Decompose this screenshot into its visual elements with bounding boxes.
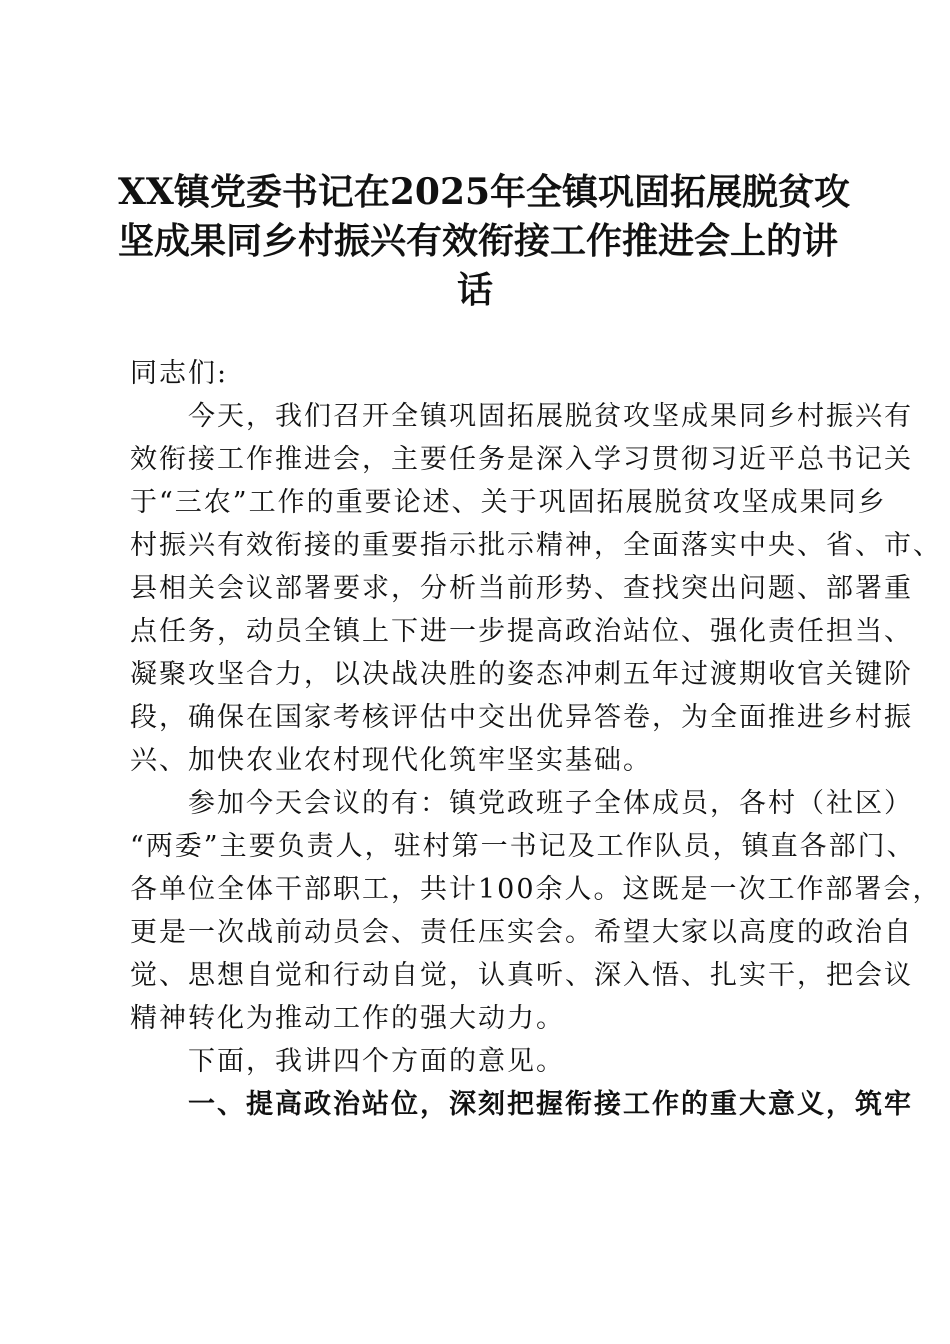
paragraph-1-line-2: 效衔接工作推进会，主要任务是深入学习贯彻习近平总书记关 (130, 444, 913, 475)
paragraph-1-line-1: 今天，我们召开全镇巩固拓展脱贫攻坚成果同乡村振兴有 (130, 401, 913, 432)
title-line-2: 坚成果同乡村振兴有效衔接工作推进会上的讲 (118, 220, 839, 262)
title-line-1: XX镇党委书记在2025年全镇巩固拓展脱贫攻 (118, 171, 851, 213)
paragraph-2-line-6: 精神转化为推动工作的强大动力。 (130, 1003, 565, 1034)
paragraph-1-line-9: 兴、加快农业农村现代化筑牢坚实基础。 (130, 745, 652, 776)
paragraph-2-line-4: 更是一次战前动员会、责任压实会。希望大家以高度的政治自 (130, 917, 913, 948)
salutation (130, 352, 850, 395)
document-title (118, 168, 851, 315)
paragraph-3-line-1: 下面，我讲四个方面的意见。 (130, 1046, 565, 1077)
paragraph-2-line-5: 觉、思想自觉和行动自觉，认真听、深入悟、扎实干，把会议 (130, 960, 913, 991)
title-line-3: 话 (456, 269, 493, 311)
section-heading-1 (130, 1083, 913, 1126)
salutation-line: 同志们: (130, 358, 229, 389)
paragraph-1-line-5: 县相关会议部署要求，分析当前形势、查找突出问题、部署重 (130, 573, 913, 604)
paragraph-1 (130, 395, 942, 782)
paragraph-2 (130, 782, 942, 1040)
paragraph-1-line-3: 于“三农”工作的重要论述、关于巩固拓展脱贫攻坚成果同乡 (130, 487, 887, 518)
section-heading-1-line: 一、提高政治站位，深刻把握衔接工作的重大意义，筑牢 (130, 1089, 913, 1120)
paragraph-1-line-7: 凝聚攻坚合力，以决战决胜的姿态冲刺五年过渡期收官关键阶 (130, 659, 913, 690)
paragraph-2-line-1: 参加今天会议的有：镇党政班子全体成员，各村（社区） (130, 788, 913, 819)
paragraph-3 (130, 1040, 850, 1083)
paragraph-1-line-4: 村振兴有效衔接的重要指示批示精神，全面落实中央、省、市、 (130, 530, 942, 561)
paragraph-1-line-8: 段，确保在国家考核评估中交出优异答卷，为全面推进乡村振 (130, 702, 913, 733)
paragraph-1-line-6: 点任务，动员全镇上下进一步提高政治站位、强化责任担当、 (130, 616, 913, 647)
document-body (130, 352, 942, 1126)
paragraph-2-line-2: “两委”主要负责人，驻村第一书记及工作队员，镇直各部门、 (130, 831, 916, 862)
paragraph-2-line-3: 各单位全体干部职工，共计100余人。这既是一次工作部署会， (130, 874, 942, 905)
